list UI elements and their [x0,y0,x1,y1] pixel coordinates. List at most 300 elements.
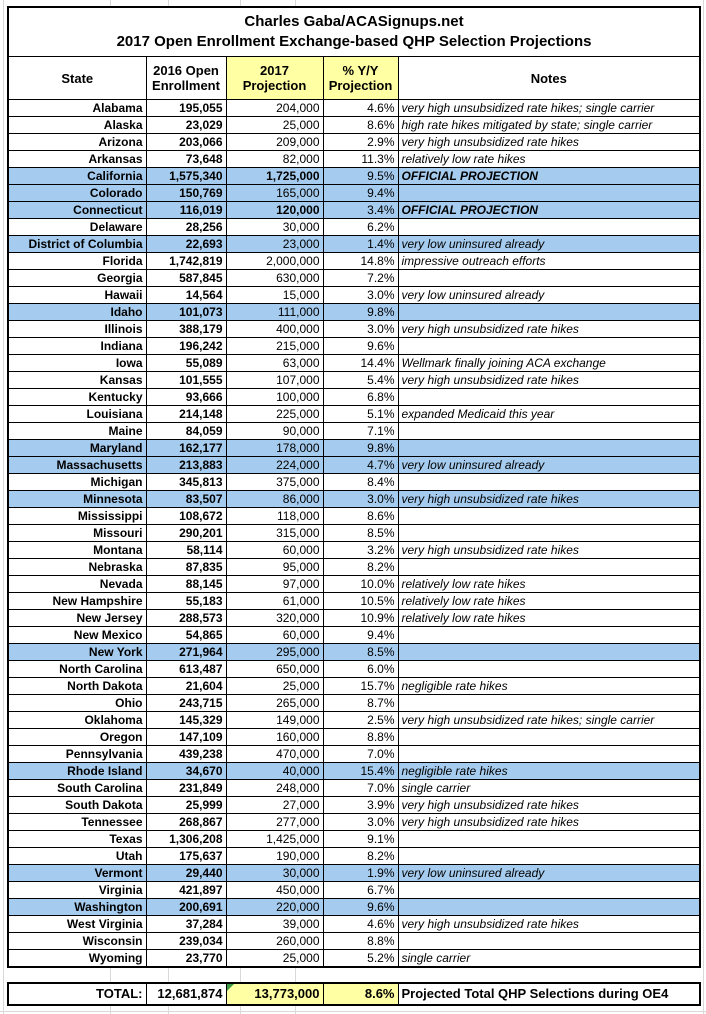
projection-2017-cell: 375,000 [226,474,323,491]
state-cell: Ohio [8,695,146,712]
table-row [8,457,700,474]
sheet-gridline-vertical [3,0,4,1014]
enrollment-2016-cell: 108,672 [146,508,226,525]
projection-2017-cell: 1,725,000 [226,168,323,185]
projection-2017-cell: 190,000 [226,848,323,865]
note-cell [398,474,700,491]
enrollment-2016-cell: 214,148 [146,406,226,423]
state-cell: Nevada [8,576,146,593]
yoy-cell: 8.6% [323,508,398,525]
state-cell: Minnesota [8,491,146,508]
state-cell: North Dakota [8,678,146,695]
note-cell [398,882,700,899]
state-cell: West Virginia [8,916,146,933]
state-cell: Delaware [8,219,146,236]
yoy-cell: 15.4% [323,763,398,780]
table-row [8,610,700,627]
enrollment-2016-cell: 587,845 [146,270,226,287]
enrollment-2016-cell: 200,691 [146,899,226,916]
state-cell: Alabama [8,100,146,117]
state-cell: Vermont [8,865,146,882]
enrollment-2016-cell: 54,865 [146,627,226,644]
table-row [8,593,700,610]
yoy-cell: 9.4% [323,627,398,644]
yoy-cell: 15.7% [323,678,398,695]
state-cell: Illinois [8,321,146,338]
enrollment-2016-cell: 213,883 [146,457,226,474]
yoy-cell: 8.5% [323,644,398,661]
enrollment-2016-cell: 613,487 [146,661,226,678]
table-row [8,797,700,814]
yoy-cell: 14.8% [323,253,398,270]
enrollment-2016-cell: 88,145 [146,576,226,593]
note-cell: very low uninsured already [398,236,700,253]
state-cell: California [8,168,146,185]
table-row [8,168,700,185]
state-cell: Texas [8,831,146,848]
projection-2017-cell: 40,000 [226,763,323,780]
table-row [8,644,700,661]
total-2017-cell [226,983,323,1005]
note-cell: relatively low rate hikes [398,151,700,168]
projection-2017-cell: 224,000 [226,457,323,474]
yoy-cell: 8.7% [323,695,398,712]
projection-2017-cell: 39,000 [226,916,323,933]
table-subtitle: 2017 Open Enrollment Exchange-based QHP Selection Projections [116,33,592,50]
table-row [8,372,700,389]
yoy-cell: 3.0% [323,287,398,304]
note-cell: very high unsubsidized rate hikes [398,814,700,831]
table-row [8,695,700,712]
projection-2017-cell: 25,000 [226,117,323,134]
note-cell [398,219,700,236]
note-cell: relatively low rate hikes [398,610,700,627]
yoy-cell: 3.9% [323,797,398,814]
table-row [8,627,700,644]
table-row [8,678,700,695]
yoy-cell: 3.0% [323,814,398,831]
state-cell: Missouri [8,525,146,542]
yoy-cell: 2.9% [323,134,398,151]
yoy-cell: 7.0% [323,746,398,763]
enrollment-2016-cell: 21,604 [146,678,226,695]
projection-2017-cell: 178,000 [226,440,323,457]
state-cell: Wyoming [8,950,146,968]
note-cell [398,848,700,865]
yoy-cell: 4.7% [323,457,398,474]
enrollment-2016-cell: 231,849 [146,780,226,797]
enrollment-2016-cell: 116,019 [146,202,226,219]
note-cell [398,746,700,763]
state-cell: New Hampshire [8,593,146,610]
table-row [8,950,700,968]
table-row [8,780,700,797]
note-cell: very high unsubsidized rate hikes; single carrier [398,100,700,117]
note-cell: Wellmark finally joining ACA exchange [398,355,700,372]
projection-2017-cell: 25,000 [226,678,323,695]
yoy-cell: 5.2% [323,950,398,968]
state-cell: Idaho [8,304,146,321]
note-cell [398,729,700,746]
note-cell: high rate hikes mitigated by state; single carrier [398,117,700,134]
table-row [8,882,700,899]
state-cell: Connecticut [8,202,146,219]
qhp-projections-table [7,6,701,1006]
note-cell [398,627,700,644]
state-cell: Tennessee [8,814,146,831]
table-row [8,270,700,287]
enrollment-2016-cell: 288,573 [146,610,226,627]
total-note-cell: Projected Total QHP Selections during OE4 [398,983,700,1005]
note-cell [398,525,700,542]
enrollment-2016-cell: 93,666 [146,389,226,406]
enrollment-2016-cell: 55,089 [146,355,226,372]
yoy-cell: 3.2% [323,542,398,559]
title-row [8,7,700,57]
enrollment-2016-cell: 23,029 [146,117,226,134]
projection-2017-cell: 61,000 [226,593,323,610]
enrollment-2016-cell: 22,693 [146,236,226,253]
projection-2017-cell: 90,000 [226,423,323,440]
enrollment-2016-cell: 101,555 [146,372,226,389]
projection-2017-cell: 118,000 [226,508,323,525]
yoy-cell: 1.9% [323,865,398,882]
column-header-2017-projection: 2017 Projection [226,57,323,100]
enrollment-2016-cell: 73,648 [146,151,226,168]
table-row [8,406,700,423]
state-cell: Maine [8,423,146,440]
projection-2017-cell: 120,000 [226,202,323,219]
enrollment-2016-cell: 83,507 [146,491,226,508]
table-row [8,253,700,270]
enrollment-2016-cell: 14,564 [146,287,226,304]
note-cell [398,933,700,950]
note-cell [398,270,700,287]
enrollment-2016-cell: 239,034 [146,933,226,950]
note-cell: very high unsubsidized rate hikes [398,134,700,151]
enrollment-2016-cell: 421,897 [146,882,226,899]
state-cell: Montana [8,542,146,559]
enrollment-2016-cell: 37,284 [146,916,226,933]
state-cell: Michigan [8,474,146,491]
projection-2017-cell: 400,000 [226,321,323,338]
column-header-2016-enrollment: 2016 Open Enrollment [146,57,226,100]
note-cell [398,899,700,916]
table-row [8,389,700,406]
table-row [8,236,700,253]
note-cell [398,338,700,355]
enrollment-2016-cell: 388,179 [146,321,226,338]
state-cell: Florida [8,253,146,270]
yoy-cell: 10.0% [323,576,398,593]
cell-corner-flag-icon [227,984,234,991]
table-row [8,202,700,219]
note-cell [398,508,700,525]
enrollment-2016-cell: 268,867 [146,814,226,831]
column-header-state: State [8,57,146,100]
yoy-cell: 8.6% [323,117,398,134]
table-row [8,746,700,763]
state-cell: New Jersey [8,610,146,627]
enrollment-2016-cell: 203,066 [146,134,226,151]
sheet-gridline-horizontal [0,1011,706,1012]
yoy-cell: 3.4% [323,202,398,219]
sheet-gridline-vertical [703,0,704,1014]
enrollment-2016-cell: 55,183 [146,593,226,610]
enrollment-2016-cell: 145,329 [146,712,226,729]
total-2017-value: 13,773,000 [254,986,320,1001]
yoy-cell: 14.4% [323,355,398,372]
yoy-cell: 6.2% [323,219,398,236]
total-yoy-cell: 8.6% [323,983,398,1005]
note-cell [398,661,700,678]
state-rows [8,100,700,968]
table-row [8,219,700,236]
enrollment-2016-cell: 34,670 [146,763,226,780]
spacer-cell [8,967,700,983]
enrollment-2016-cell: 290,201 [146,525,226,542]
state-cell: Georgia [8,270,146,287]
projection-2017-cell: 60,000 [226,627,323,644]
note-cell: single carrier [398,950,700,968]
projection-2017-cell: 260,000 [226,933,323,950]
enrollment-2016-cell: 150,769 [146,185,226,202]
yoy-cell: 9.1% [323,831,398,848]
enrollment-2016-cell: 196,242 [146,338,226,355]
projection-2017-cell: 30,000 [226,219,323,236]
table-row [8,933,700,950]
table-row [8,287,700,304]
state-cell: New Mexico [8,627,146,644]
yoy-cell: 8.2% [323,559,398,576]
note-cell: negligible rate hikes [398,763,700,780]
enrollment-2016-cell: 345,813 [146,474,226,491]
yoy-cell: 7.2% [323,270,398,287]
projection-2017-cell: 107,000 [226,372,323,389]
note-cell: very high unsubsidized rate hikes [398,372,700,389]
header-row [8,57,700,100]
table-row [8,474,700,491]
yoy-cell: 10.5% [323,593,398,610]
enrollment-2016-cell: 243,715 [146,695,226,712]
note-cell: OFFICIAL PROJECTION [398,168,700,185]
note-cell [398,304,700,321]
state-cell: Alaska [8,117,146,134]
projection-2017-cell: 277,000 [226,814,323,831]
projection-2017-cell: 165,000 [226,185,323,202]
projection-2017-cell: 204,000 [226,100,323,117]
projection-2017-cell: 25,000 [226,950,323,968]
footer-section [8,967,700,983]
note-cell: very high unsubsidized rate hikes [398,321,700,338]
note-cell: very high unsubsidized rate hikes; single carrier [398,712,700,729]
state-cell: Oklahoma [8,712,146,729]
enrollment-2016-cell: 25,999 [146,797,226,814]
enrollment-2016-cell: 28,256 [146,219,226,236]
state-cell: Wisconsin [8,933,146,950]
yoy-cell: 9.6% [323,338,398,355]
projection-2017-cell: 225,000 [226,406,323,423]
table-row [8,559,700,576]
state-cell: District of Columbia [8,236,146,253]
projection-2017-cell: 450,000 [226,882,323,899]
yoy-cell: 4.6% [323,100,398,117]
state-cell: South Carolina [8,780,146,797]
total-2016-cell: 12,681,874 [146,983,226,1005]
table-row [8,321,700,338]
yoy-cell: 9.4% [323,185,398,202]
enrollment-2016-cell: 147,109 [146,729,226,746]
note-cell: single carrier [398,780,700,797]
yoy-cell: 5.4% [323,372,398,389]
yoy-cell: 9.8% [323,440,398,457]
state-cell: Louisiana [8,406,146,423]
note-cell [398,185,700,202]
table-row [8,117,700,134]
yoy-cell: 11.3% [323,151,398,168]
yoy-cell: 9.5% [323,168,398,185]
table-title-block [8,7,700,57]
table-row [8,508,700,525]
projection-2017-cell: 23,000 [226,236,323,253]
state-cell: Mississippi [8,508,146,525]
note-cell [398,559,700,576]
note-cell: expanded Medicaid this year [398,406,700,423]
yoy-cell: 10.9% [323,610,398,627]
projection-2017-cell: 63,000 [226,355,323,372]
table-row [8,899,700,916]
state-cell: Indiana [8,338,146,355]
note-cell [398,423,700,440]
table-row [8,661,700,678]
table-row [8,134,700,151]
yoy-cell: 8.2% [323,848,398,865]
table-row [8,865,700,882]
projection-2017-cell: 220,000 [226,899,323,916]
total-row [8,983,700,1005]
enrollment-2016-cell: 87,835 [146,559,226,576]
projection-2017-cell: 320,000 [226,610,323,627]
column-header-yoy-projection: % Y/Y Projection [323,57,398,100]
state-cell: Rhode Island [8,763,146,780]
note-cell: very low uninsured already [398,865,700,882]
enrollment-2016-cell: 1,742,819 [146,253,226,270]
note-cell: very high unsubsidized rate hikes [398,797,700,814]
projection-2017-cell: 30,000 [226,865,323,882]
yoy-cell: 9.6% [323,899,398,916]
table-row [8,491,700,508]
state-cell: Kentucky [8,389,146,406]
yoy-cell: 8.5% [323,525,398,542]
state-cell: Maryland [8,440,146,457]
spacer-row [8,967,700,983]
table-row [8,729,700,746]
state-cell: Hawaii [8,287,146,304]
yoy-cell: 3.0% [323,491,398,508]
enrollment-2016-cell: 1,575,340 [146,168,226,185]
projection-2017-cell: 1,425,000 [226,831,323,848]
table-row [8,423,700,440]
state-cell: Arkansas [8,151,146,168]
state-cell: Oregon [8,729,146,746]
table-row [8,814,700,831]
table-row [8,338,700,355]
table-row [8,542,700,559]
table-row [8,525,700,542]
yoy-cell: 8.8% [323,729,398,746]
table-row [8,185,700,202]
note-cell [398,440,700,457]
note-cell [398,695,700,712]
projection-2017-cell: 470,000 [226,746,323,763]
table-row [8,831,700,848]
state-cell: Washington [8,899,146,916]
projection-2017-cell: 209,000 [226,134,323,151]
projection-2017-cell: 97,000 [226,576,323,593]
projection-2017-cell: 82,000 [226,151,323,168]
enrollment-2016-cell: 175,637 [146,848,226,865]
yoy-cell: 2.5% [323,712,398,729]
note-cell: relatively low rate hikes [398,593,700,610]
note-cell: very high unsubsidized rate hikes [398,916,700,933]
yoy-cell: 8.8% [323,933,398,950]
projection-2017-cell: 315,000 [226,525,323,542]
state-cell: Pennsylvania [8,746,146,763]
yoy-cell: 6.8% [323,389,398,406]
table-row [8,712,700,729]
enrollment-2016-cell: 23,770 [146,950,226,968]
enrollment-2016-cell: 58,114 [146,542,226,559]
table-row [8,916,700,933]
projection-2017-cell: 86,000 [226,491,323,508]
note-cell [398,831,700,848]
note-cell: very low uninsured already [398,457,700,474]
table-row [8,440,700,457]
projection-2017-cell: 111,000 [226,304,323,321]
table-title: Charles Gaba/ACASignups.net [244,13,464,30]
yoy-cell: 5.1% [323,406,398,423]
projection-2017-cell: 160,000 [226,729,323,746]
enrollment-2016-cell: 84,059 [146,423,226,440]
table-row [8,848,700,865]
projection-2017-cell: 215,000 [226,338,323,355]
projection-2017-cell: 630,000 [226,270,323,287]
note-cell: very high unsubsidized rate hikes [398,491,700,508]
note-cell: very low uninsured already [398,287,700,304]
table-row [8,151,700,168]
enrollment-2016-cell: 162,177 [146,440,226,457]
state-cell: South Dakota [8,797,146,814]
state-cell: Nebraska [8,559,146,576]
yoy-cell: 7.1% [323,423,398,440]
projection-2017-cell: 95,000 [226,559,323,576]
projection-2017-cell: 650,000 [226,661,323,678]
note-cell [398,644,700,661]
yoy-cell: 6.0% [323,661,398,678]
projection-2017-cell: 265,000 [226,695,323,712]
state-cell: New York [8,644,146,661]
enrollment-2016-cell: 101,073 [146,304,226,321]
note-cell: negligible rate hikes [398,678,700,695]
total-row-section [8,983,700,1005]
projection-2017-cell: 15,000 [226,287,323,304]
total-label-cell: TOTAL: [8,983,146,1005]
yoy-cell: 1.4% [323,236,398,253]
projection-2017-cell: 248,000 [226,780,323,797]
note-cell: very high unsubsidized rate hikes [398,542,700,559]
state-cell: Kansas [8,372,146,389]
note-cell: OFFICIAL PROJECTION [398,202,700,219]
